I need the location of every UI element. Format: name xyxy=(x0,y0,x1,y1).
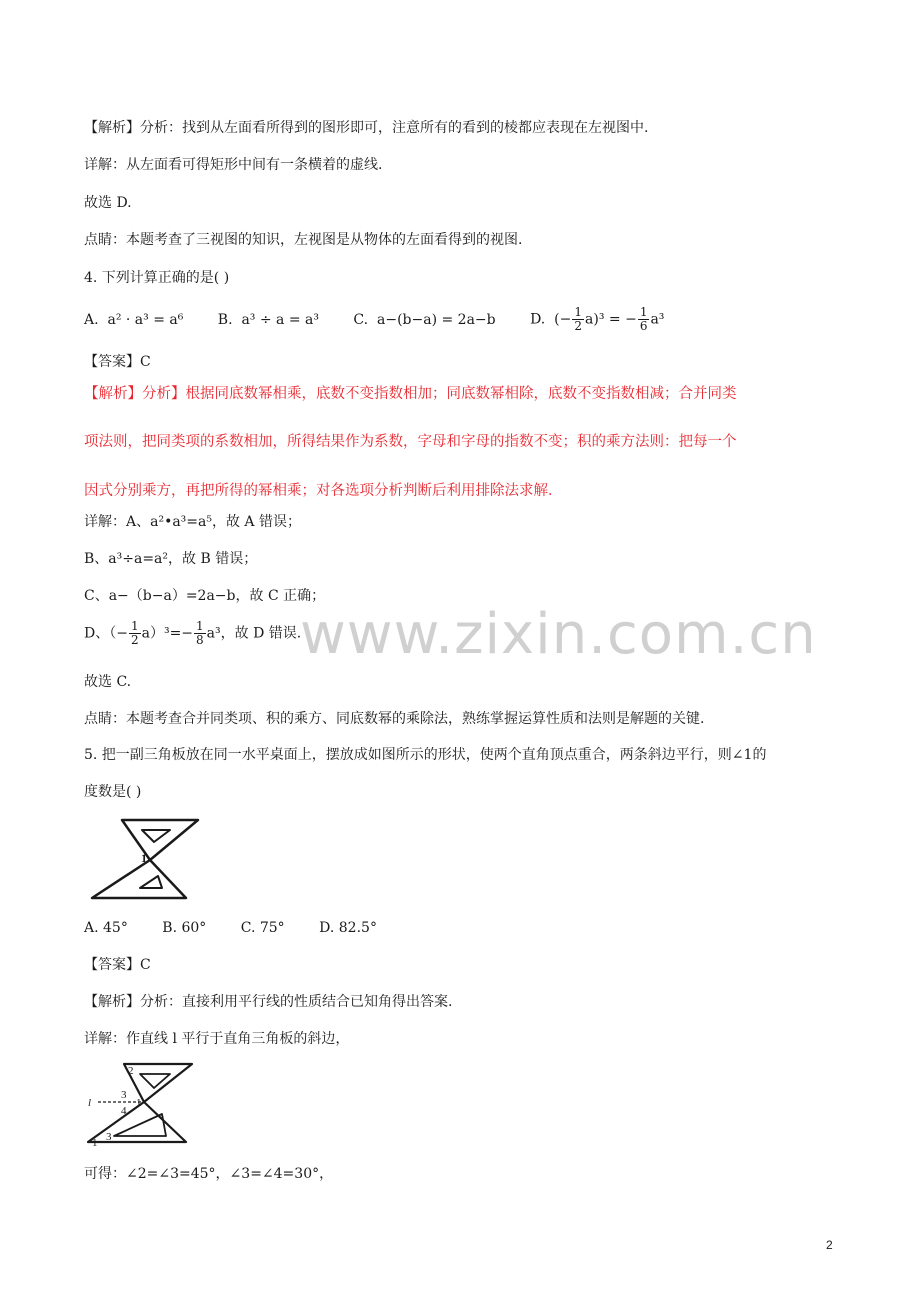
conclusion-q5: 可得：∠2=∠3=45°，∠3=∠4=30°， xyxy=(84,1166,334,1182)
q5-options xyxy=(84,918,407,938)
top-triangle-outer xyxy=(124,1064,192,1102)
watermark-text: www.zixin.com.cn xyxy=(300,602,817,667)
angle-1-label: 1 xyxy=(141,851,147,865)
q4-option-d: D. (− $\frac{1}{2}$ a)³ = − $\frac{1}{6}$ a³ xyxy=(530,305,665,333)
angle-3-bottom-label: 3 xyxy=(106,1131,112,1143)
q4-option-c: C. a−(b−a) = 2a−b xyxy=(353,311,496,328)
analysis-red-1: 【解析】分析】根据同底数幂相乘，底数不变指数相加；同底数幂相除，底数不变指数相减；合并同类 xyxy=(84,386,737,402)
page-number: 2 xyxy=(826,1238,833,1252)
detail-a: 详解：A、a²•a³=a⁵，故 A 错误； xyxy=(84,514,301,530)
angle-3-label: 3 xyxy=(121,1089,127,1101)
angle-2-label: 2 xyxy=(128,1065,134,1077)
detail-c: C、a−（b−a）=2a−b，故 C 正确； xyxy=(84,588,326,604)
question-4: 4. 下列计算正确的是( ) xyxy=(84,270,230,286)
q5-option-a: A. 45° xyxy=(84,920,128,936)
choice-text-q3: 故选 D. xyxy=(84,195,132,211)
angle-1-label: 1 xyxy=(136,1097,142,1109)
top-triangle-inner xyxy=(142,830,170,842)
q4-options xyxy=(84,306,694,333)
comment-text-q4: 点睛：本题考查合并同类项、积的乘方、同底数幂的乘除法，熟练掌握运算性质和法则是解题的关键. xyxy=(84,711,705,727)
question-5-line-1: 5. 把一副三角板放在同一水平桌面上，摆放成如图所示的形状，使两个直角顶点重合，两条斜边平行，则∠1的 xyxy=(84,747,767,763)
analysis-text-q3: 【解析】分析：找到从左面看所得到的图形即可，注意所有的看到的棱都应表现在左视图中. xyxy=(84,120,649,136)
line-l-label: l xyxy=(88,1097,92,1109)
detail-text-q3: 详解：从左面看可得矩形中间有一条横着的虚线. xyxy=(84,157,383,173)
q4-option-b: B. a³ ÷ a = a³ xyxy=(217,311,319,328)
bottom-triangle-outer xyxy=(92,860,186,898)
detail-b: B、a³÷a=a²，故 B 错误； xyxy=(84,551,258,567)
analysis-q5: 【解析】分析：直接利用平行线的性质结合已知角得出答案. xyxy=(84,994,453,1010)
answer-q4: 【答案】C xyxy=(84,354,151,370)
comment-text-q3: 点睛：本题考查了三视图的知识，左视图是从物体的左面看得到的视图. xyxy=(84,232,523,248)
analysis-red-3: 因式分别乘方，再把所得的幂相乘；对各选项分析判断后利用排除法求解． xyxy=(84,483,563,499)
q4-option-a: A. a² · a³ = a⁶ xyxy=(84,311,184,328)
choice-text-q4: 故选 C. xyxy=(84,674,132,690)
analysis-red-2: 项法则，把同类项的系数相加，所得结果作为系数，字母和字母的指数不变；积的乘方法则：把每一个 xyxy=(84,434,737,450)
detail-d: D、（− $\frac{1}{2}$ a）³=− $\frac{1}{8}$ a³，故 D 错误. xyxy=(84,619,302,647)
triangle-figure-1 xyxy=(88,816,200,904)
detail-q5: 详解：作直线 l 平行于直角三角板的斜边， xyxy=(84,1031,350,1047)
q5-option-c: C. 75° xyxy=(240,920,285,936)
angle-1-bottom-label: 1 xyxy=(92,1137,98,1149)
answer-q5: 【答案】C xyxy=(84,957,151,973)
question-5-line-2: 度数是( ) xyxy=(84,784,142,800)
triangle-figure-2 xyxy=(84,1060,196,1150)
top-triangle-outer xyxy=(122,820,198,860)
q5-option-d: D. 82.5° xyxy=(319,920,377,936)
q5-option-b: B. 60° xyxy=(162,920,207,936)
angle-4-label: 4 xyxy=(121,1105,127,1117)
bottom-triangle-inner xyxy=(140,876,162,888)
